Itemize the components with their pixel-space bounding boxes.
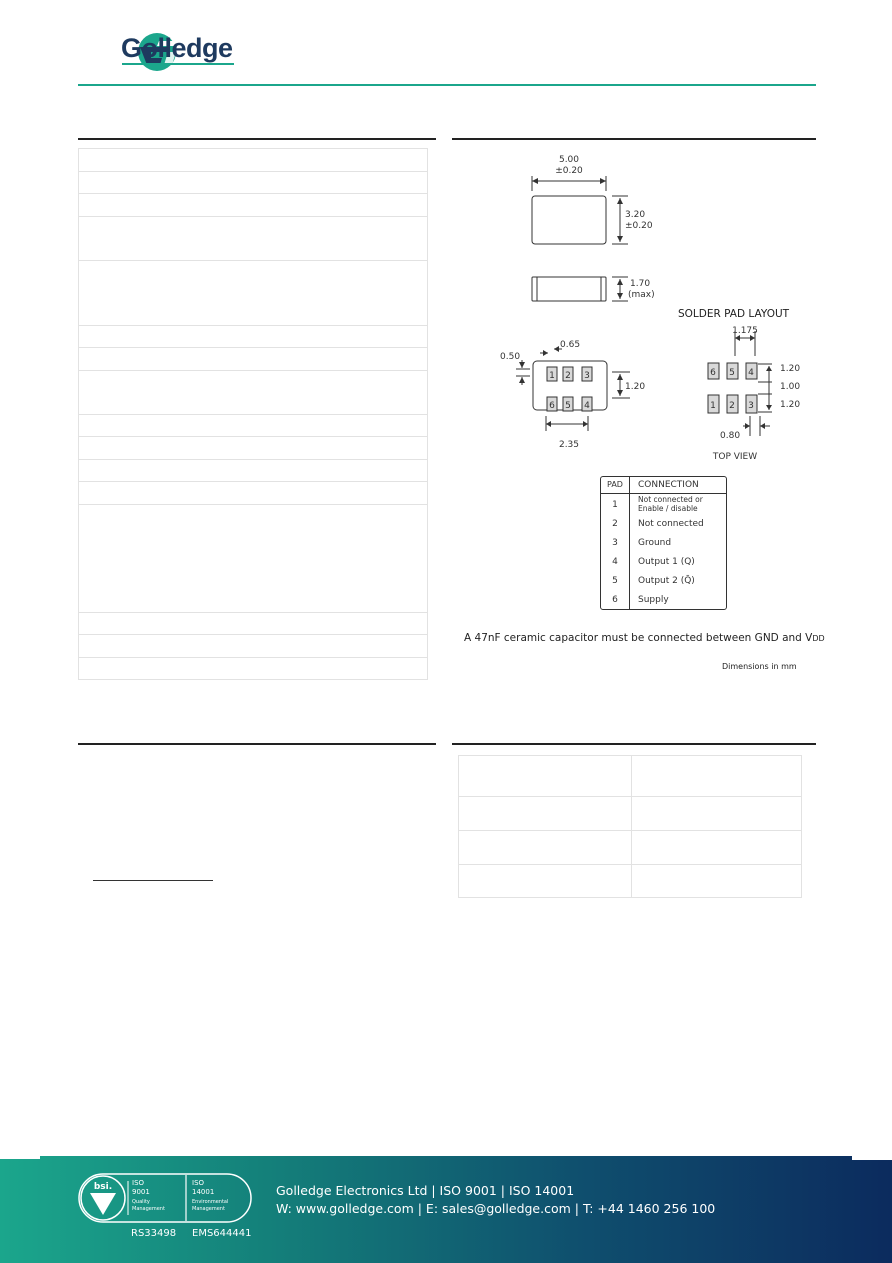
pad-label: 3 (748, 401, 754, 411)
pad-v3: 1.20 (780, 400, 801, 410)
pad-number: 3 (612, 538, 618, 548)
pad-label: 1 (710, 401, 716, 411)
brand-name: Golledge (121, 33, 233, 63)
dim-pin-pitch: 2.35 (558, 440, 580, 450)
dim-width: 3.20 (625, 210, 646, 220)
section-rule-packaging (452, 743, 816, 745)
iso-14001-number: 14001 (192, 1188, 215, 1196)
dim-pin-row: 1.20 (625, 382, 646, 392)
header-divider (78, 84, 816, 86)
brand-underline (122, 63, 234, 65)
capacitor-note (464, 632, 825, 644)
pad-column-header: PAD (607, 480, 623, 489)
pad-connection: Output 1 (Q) (638, 557, 695, 567)
pad-number: 6 (612, 595, 618, 605)
table-row (459, 756, 801, 797)
table-row (79, 217, 427, 261)
table-row (79, 326, 427, 348)
table-row (79, 261, 427, 326)
pad-connection: Supply (638, 595, 669, 605)
package-pin-label: 3 (584, 371, 590, 381)
pad-connection-table (600, 476, 727, 610)
pad-number: 1 (612, 500, 618, 510)
dim-length: 5.00 (558, 155, 580, 165)
section-rule-drawing (452, 138, 816, 140)
pad-width: 0.80 (720, 431, 741, 441)
iso-9001-desc: Quality (132, 1199, 150, 1205)
certificate-code: EMS644441 (192, 1228, 252, 1239)
capacitor-note-text: A 47nF ceramic capacitor must be connected between GND and V (464, 632, 813, 644)
section-rule-specifications (78, 138, 436, 140)
pad-connection: Enable / disable (638, 504, 698, 513)
table-row (79, 149, 427, 172)
dim-pin-width: 0.65 (560, 340, 581, 350)
pad-v1: 1.20 (780, 364, 801, 374)
pad-connection: Not connected (638, 519, 704, 529)
dim-height-note: (max) (628, 290, 655, 300)
bsi-mark: bsi. (93, 1182, 113, 1192)
table-divider (629, 477, 630, 609)
top-view-label: TOP VIEW (712, 452, 758, 462)
pad-number: 5 (612, 576, 618, 586)
link-underline (93, 880, 213, 881)
specification-table (78, 148, 428, 680)
bsi-certification-badge (78, 1173, 252, 1223)
footer-contact-line: W: www.golledge.com | E: sales@golledge.com | T: +44 1460 256 100 (276, 1201, 716, 1216)
package-pin-label: 2 (565, 371, 571, 381)
pad-connection: Not connected or (638, 495, 703, 504)
connection-column-header: CONNECTION (638, 480, 699, 490)
iso-14001-desc: Environmental (192, 1199, 229, 1205)
table-row (459, 831, 801, 865)
pad-label: 2 (729, 401, 735, 411)
iso-9001-label: ISO (132, 1179, 145, 1187)
pad-label: 6 (710, 368, 716, 378)
table-row (79, 482, 427, 505)
table-row (459, 865, 801, 898)
table-row (79, 348, 427, 371)
iso-9001-desc: Management (132, 1206, 165, 1212)
table-row (79, 437, 427, 460)
iso-14001-desc: Management (192, 1206, 225, 1212)
table-divider (601, 493, 726, 494)
table-row (79, 658, 427, 679)
table-row (79, 415, 427, 437)
footer-company-line: Golledge Electronics Ltd | ISO 9001 | ISO 14001 (276, 1183, 575, 1198)
dim-height: 1.70 (630, 279, 651, 289)
package-drawing (450, 146, 825, 686)
table-row (79, 613, 427, 635)
dim-length-tol: ±0.20 (555, 166, 583, 176)
footer-notch (0, 1156, 40, 1159)
pad-connection: Output 2 (Q̄) (638, 576, 695, 586)
footer-notch (852, 1156, 892, 1160)
table-row (459, 797, 801, 831)
table-row (79, 194, 427, 217)
pad-label: 4 (748, 368, 754, 378)
pad-label: 5 (729, 368, 735, 378)
solder-pad-title: SOLDER PAD LAYOUT (678, 308, 790, 320)
table-row (79, 172, 427, 194)
certificate-code: RS33498 (131, 1228, 177, 1239)
table-row (79, 371, 427, 415)
pad-v2: 1.00 (780, 382, 801, 392)
package-pin-label: 1 (549, 371, 555, 381)
package-pin-label: 5 (565, 401, 571, 411)
dimensions-note: Dimensions in mm (722, 662, 797, 671)
table-row (79, 460, 427, 482)
packaging-table (458, 755, 802, 898)
dim-pin-offset: 0.50 (500, 352, 521, 362)
capacitor-note-subscript: DD (812, 634, 825, 643)
section-rule-ordering (78, 743, 436, 745)
iso-9001-number: 9001 (132, 1188, 150, 1196)
pad-number: 2 (612, 519, 618, 529)
table-row (79, 505, 427, 613)
package-pin-label: 6 (549, 401, 555, 411)
dim-width-tol: ±0.20 (625, 221, 653, 231)
iso-14001-label: ISO (192, 1179, 205, 1187)
table-row (79, 635, 427, 658)
table-divider (631, 756, 632, 897)
pad-pitch: 1.175 (732, 326, 758, 336)
package-pin-label: 4 (584, 401, 590, 411)
pad-connection: Ground (638, 538, 672, 548)
pad-number: 4 (612, 557, 618, 567)
